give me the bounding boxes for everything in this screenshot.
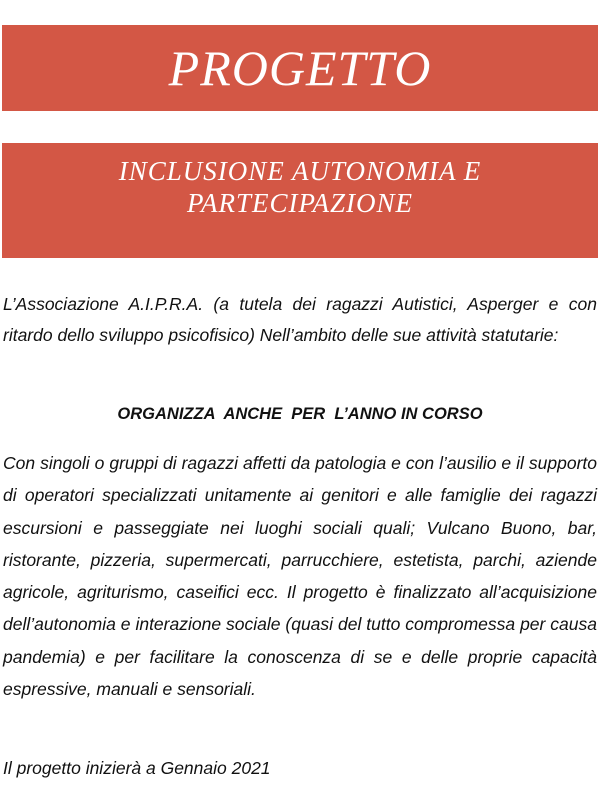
subtitle-banner	[2, 143, 598, 258]
intro-paragraph: L’Associazione A.I.P.R.A. (a tutela dei ragazzi Autistici, Asperger e con ritardo dello sviluppo psicofisico) Nell’ambito delle sue attività statutarie:	[3, 294, 597, 345]
subtitle-line-2: PARTECIPAZIONE	[186, 188, 414, 218]
start-date-note: Il progetto inizierà a Gennaio 2021	[3, 758, 271, 778]
title-banner	[2, 25, 598, 111]
page-title: PROGETTO	[168, 40, 432, 96]
section-heading: ORGANIZZA ANCHE PER L’ANNO IN CORSO	[117, 405, 483, 423]
main-paragraph: Con singoli o gruppi di ragazzi affetti da patologia e con l’ausilio e il supporto di operatori specializzati unitamente ai genitori e alle famiglie dei ragazzi escursioni e passeggiate nei luoghi sociali quali; Vulcano Buono, bar, ristorante, pizzeria, supermercati, parrucchiere, estetista, parchi, aziende agricole, agriturismo, caseifici ecc. Il progetto è finalizzato all’acquisizione dell’autonomia e interazione sociale (quasi del tutto compromessa per causa pandemia) e per facilitare la conoscenza di se e delle proprie capacità espressive, manuali e sensoriali.	[3, 453, 597, 700]
subtitle-line-1: INCLUSIONE AUTONOMIA E	[118, 156, 482, 186]
